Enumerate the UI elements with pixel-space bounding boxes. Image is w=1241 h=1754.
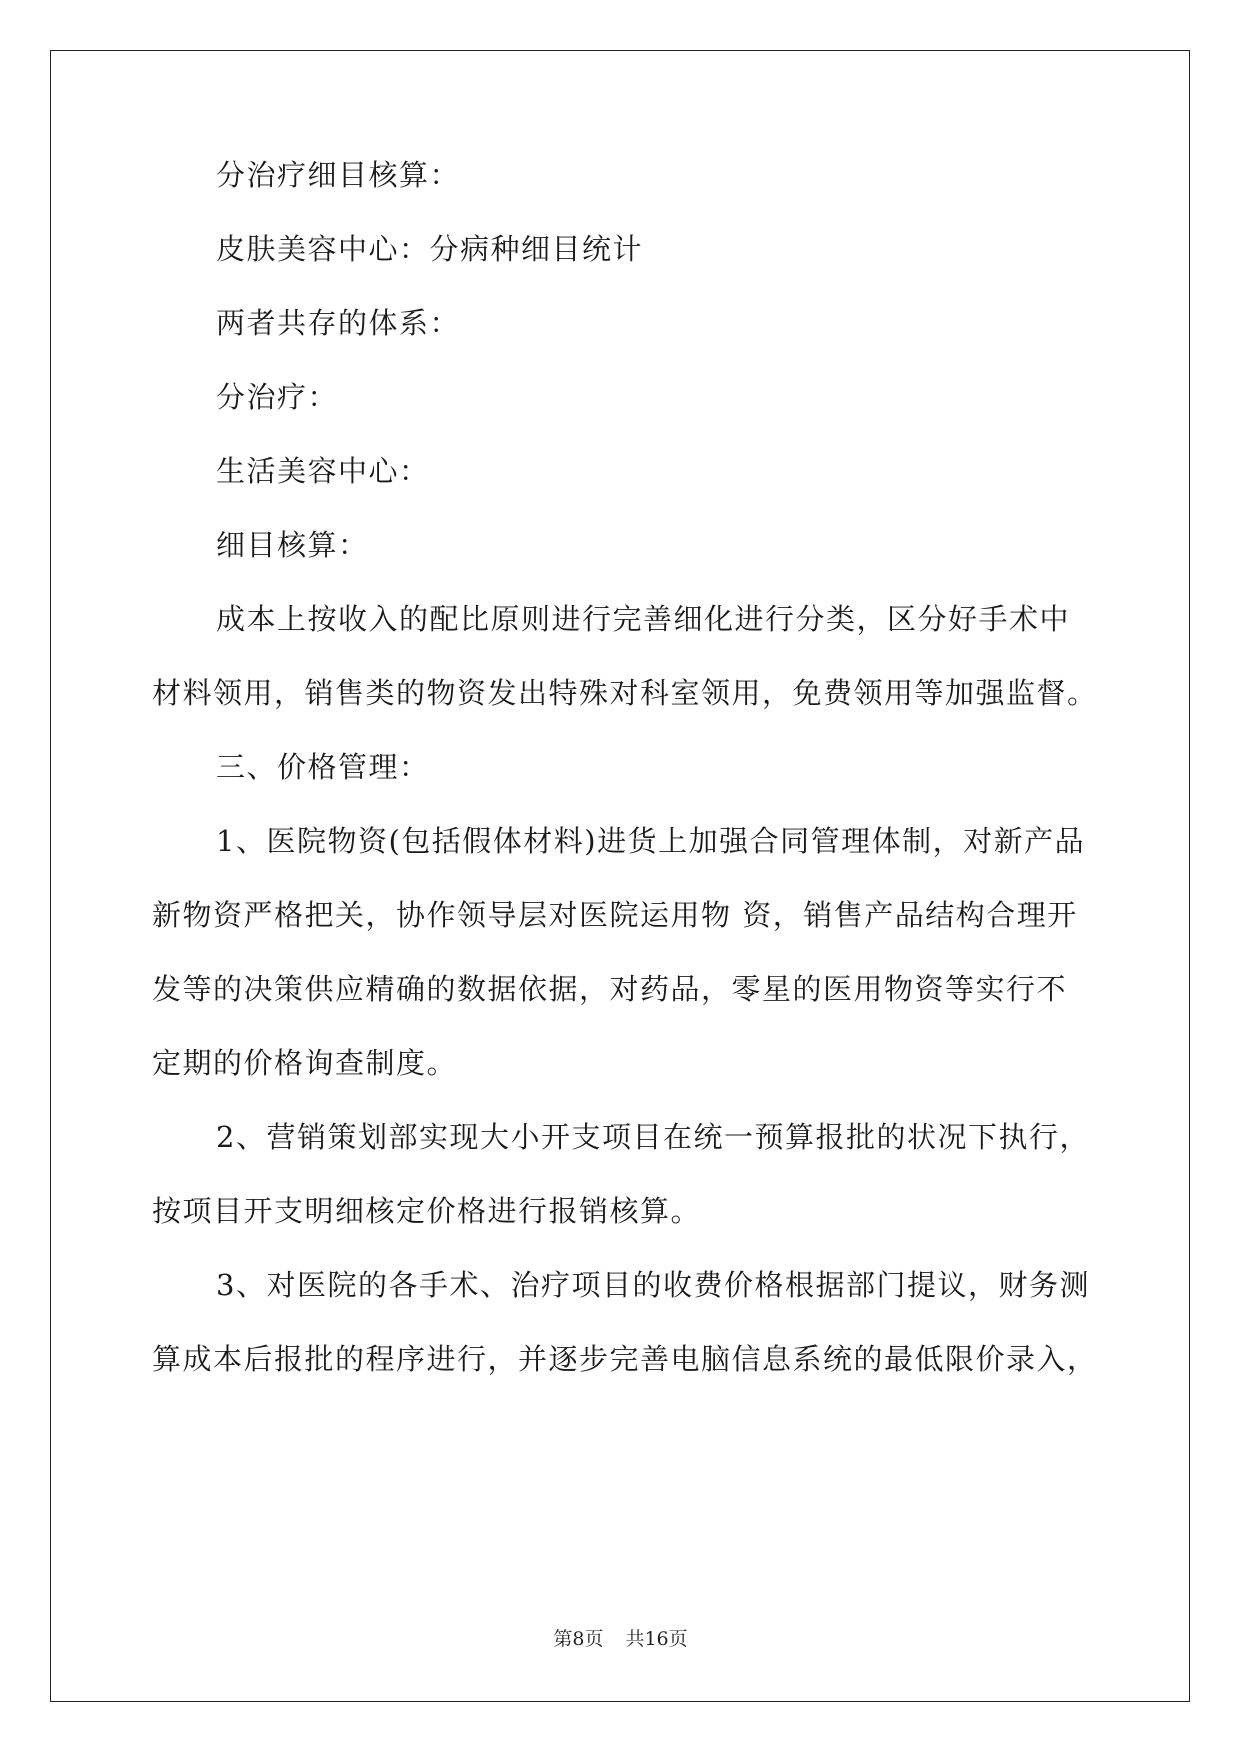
- text-line: 3、对医院的各手术、治疗项目的收费价格根据部门提议，财务测: [216, 1268, 1090, 1302]
- text-line: 皮肤美容中心：分病种细目统计: [216, 232, 644, 266]
- text-line: 按项目开支明细核定价格进行报销核算。: [152, 1194, 702, 1228]
- text-line: 成本上按收入的配比原则进行完善细化进行分类，区分好手术中: [216, 602, 1071, 636]
- page-number: 第8页: [553, 1628, 604, 1650]
- text-line: 发等的决策供应精确的数据依据，对药品，零星的医用物资等实行不: [152, 972, 1068, 1006]
- page-border: [50, 50, 1190, 1702]
- text-line: 新物资严格把关，协作领导层对医院运用物 资，销售产品结构合理开: [152, 898, 1078, 932]
- text-line: 算成本后报批的程序进行，并逐步完善电脑信息系统的最低限价录入，: [152, 1342, 1098, 1376]
- text-line: 1、医院物资(包括假体材料)进货上加强合同管理体制，对新产品: [216, 824, 1086, 858]
- text-line: 分治疗：: [216, 380, 339, 414]
- text-line: 材料领用，销售类的物资发出特殊对科室领用，免费领用等加强监督。: [152, 676, 1098, 710]
- text-line: 分治疗细目核算：: [216, 158, 461, 192]
- page-footer: [0, 1627, 1241, 1651]
- section-heading: 三、价格管理：: [216, 750, 430, 784]
- text-line: 定期的价格询查制度。: [152, 1046, 458, 1080]
- text-line: 2、营销策划部实现大小开支项目在统一预算报批的状况下执行，: [216, 1120, 1090, 1154]
- page-total: 共16页: [625, 1628, 688, 1650]
- text-line: 细目核算：: [216, 528, 369, 562]
- text-line: 生活美容中心：: [216, 454, 430, 488]
- text-line: 两者共存的体系：: [216, 306, 461, 340]
